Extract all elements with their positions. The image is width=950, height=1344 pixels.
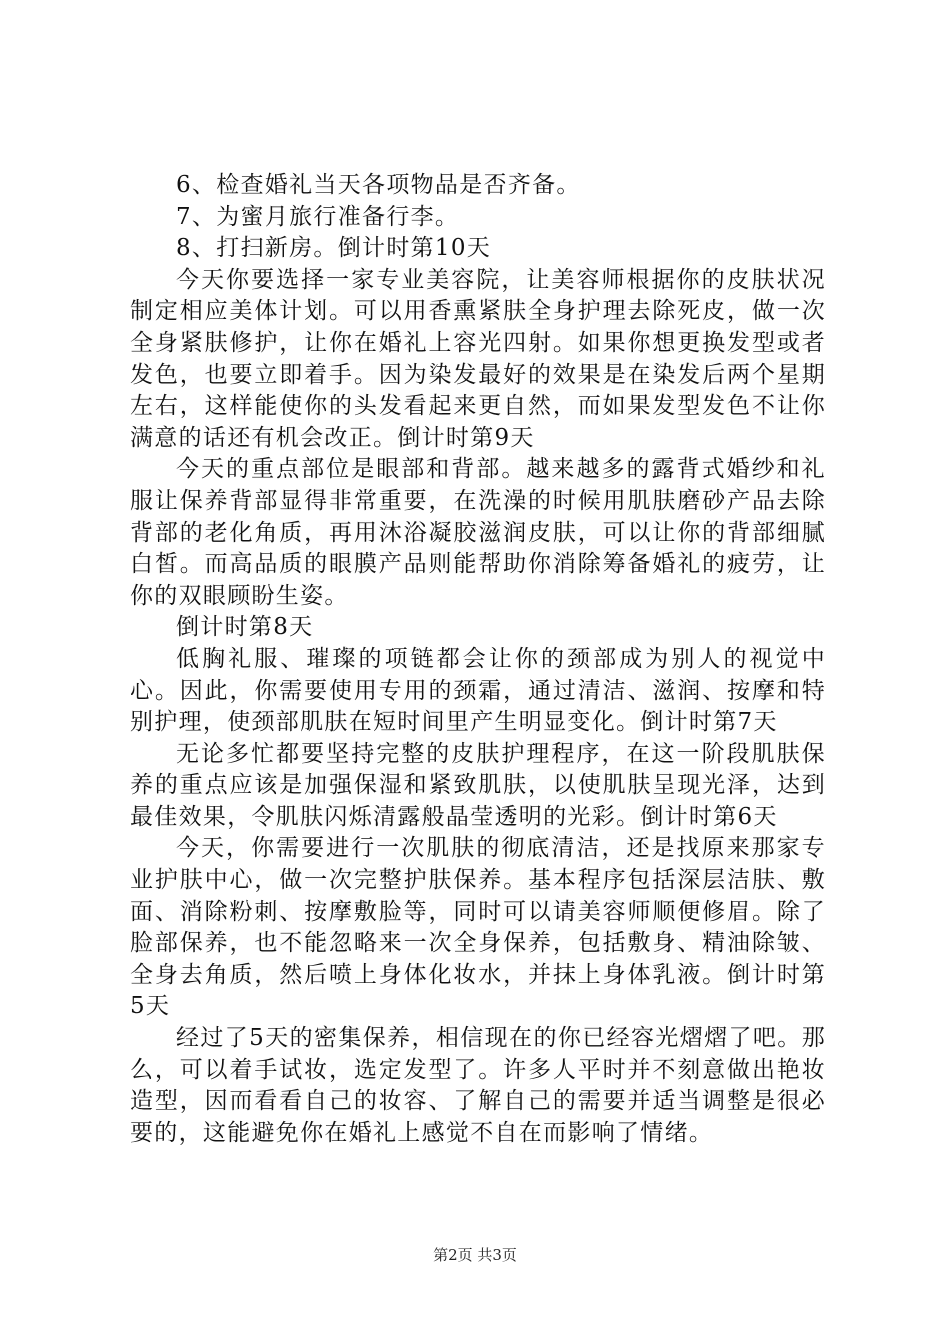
paragraph-item-6: 6、检查婚礼当天各项物品是否齐备。 bbox=[176, 172, 581, 198]
document-body bbox=[130, 170, 826, 1149]
paragraph-day-5: 经过了5天的密集保养，相信现在的你已经容光熠熠了吧。那么，可以着手试妆，选定发型了。许多人平时并不刻意做出艳妆造型，因而看看自己的妆容、了解自己的需要并适当调整是很必要的，这能避免你在婚礼上感觉不自在而影响了情绪。 bbox=[130, 1025, 826, 1146]
paragraph-day-6: 今天，你需要进行一次肌肤的彻底清洁，还是找原来那家专业护肤中心，做一次完整护肤保养。基本程序包括深层洁肤、敷面、消除粉刺、按摩敷脸等，同时可以请美容师顺便修眉。除了脸部保养，也不能忽略来一次全身保养，包括敷身、精油除皱、全身去角质，然后喷上身体化妆水，并抹上身体乳液。倒计时第5天 bbox=[130, 835, 826, 1020]
paragraph-day-8: 低胸礼服、璀璨的项链都会让你的颈部成为别人的视觉中心。因此，你需要使用专用的颈霜，通过清洁、滋润、按摩和特别护理，使颈部肌肤在短时间里产生明显变化。倒计时第7天 bbox=[130, 645, 826, 736]
paragraph-day-7: 无论多忙都要坚持完整的皮肤护理程序，在这一阶段肌肤保养的重点应该是加强保湿和紧致肌肤，以使肌肤呈现光泽，达到最佳效果，令肌肤闪烁清露般晶莹透明的光彩。倒计时第6天 bbox=[130, 740, 826, 830]
paragraph-day-9: 今天的重点部位是眼部和背部。越来越多的露背式婚纱和礼服让保养背部显得非常重要，在洗澡的时候用肌肤磨砂产品去除背部的老化角质，再用沐浴凝胶滋润皮肤，可以让你的背部细腻白皙。而高品质的眼膜产品则能帮助你消除筹备婚礼的疲劳，让你的双眼顾盼生姿。 bbox=[130, 456, 826, 609]
page-number: 第2页 共3页 bbox=[433, 1246, 517, 1264]
paragraph-item-7: 7、为蜜月旅行准备行李。 bbox=[176, 203, 460, 230]
heading-day-8: 倒计时第8天 bbox=[176, 614, 314, 641]
paragraph-item-8: 8、打扫新房。倒计时第10天 bbox=[176, 235, 492, 262]
paragraph-day-10: 今天你要选择一家专业美容院，让美容师根据你的皮肤状况制定相应美体计划。可以用香熏紧肤全身护理去除死皮，做一次全身紧肤修护，让你在婚礼上容光四射。如果你想更换发型或者发色，也要立即着手。因为染发最好的效果是在染发后两个星期左右，这样能使你的头发看起来更自然，而如果发型发色不让你满意的话还有机会改正。倒计时第9天 bbox=[130, 266, 826, 451]
